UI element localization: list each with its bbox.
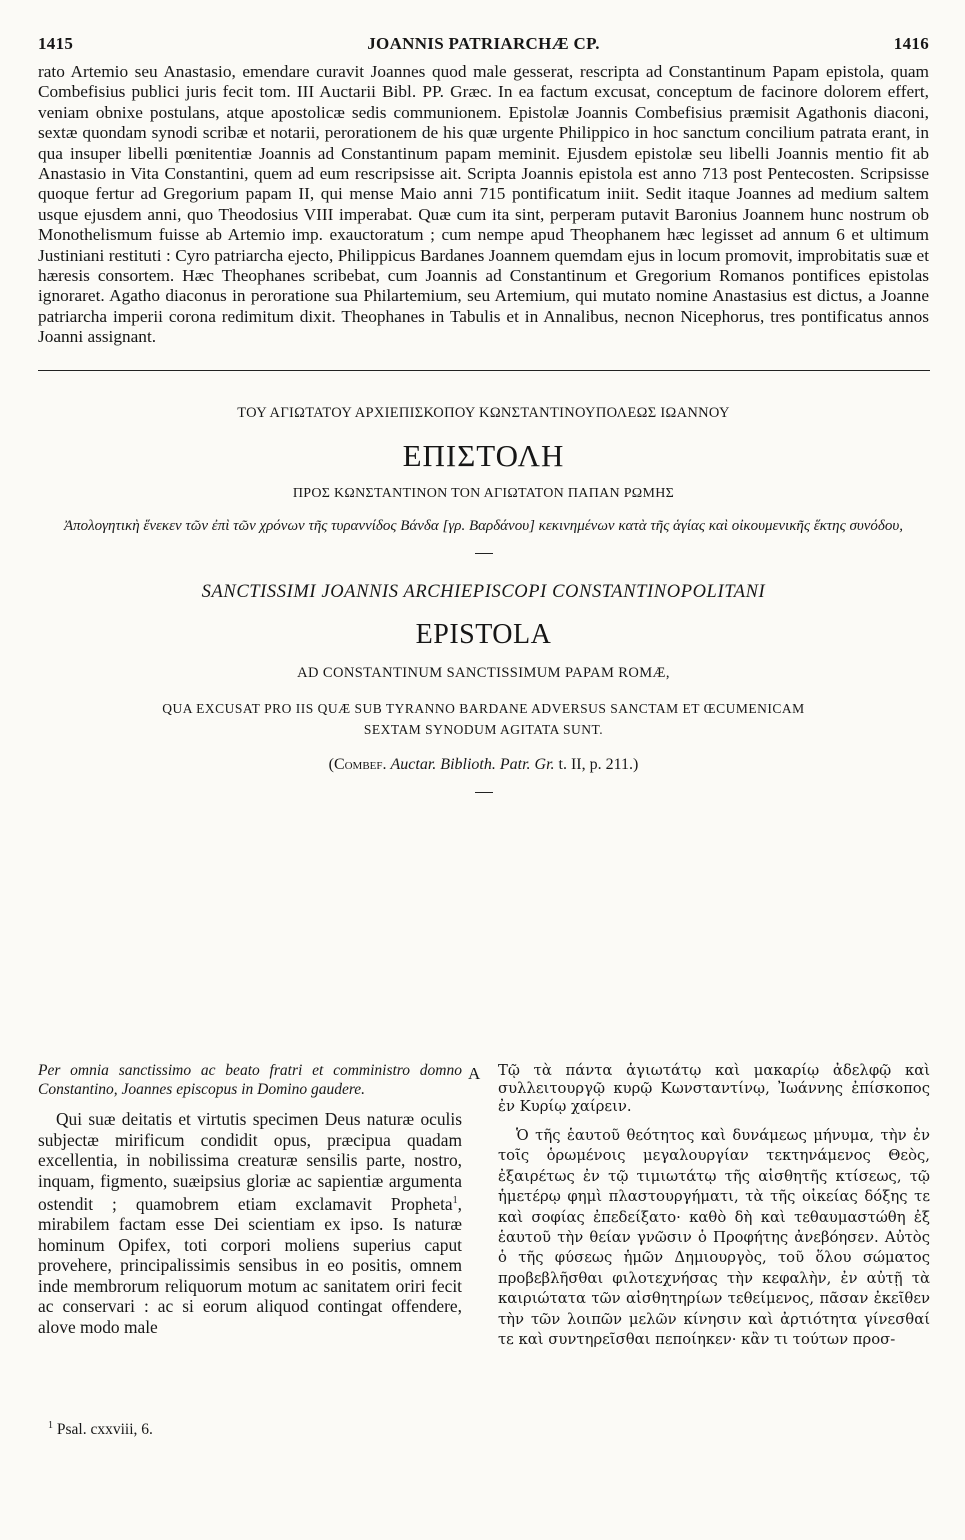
latin-body-part2: , mirabilem factam esse Dei scientiam ex ipso. Is naturæ hominum Opifex, toti corpori moliens superius caput provehere, principalissimis sensibus in eo positis, omnem inde membrorum reliquorum motum ac sanitatem oriri fecit ac conservari : ac si eorum aliquod contingat offendere, alove modo male [38, 1193, 462, 1337]
latin-body-part1: Qui suæ deitatis et virtutis specimen Deus naturæ oculis subjectæ mirificum condidit opus, præcipua quadam excellentia, in nobilissima creaturæ sensilis parte, nostro, inquam, figmento, suæipsius gloriæ ac sapientiæ argumenta ostendit ; quamobrem etiam exclamavit Propheta [38, 1109, 462, 1214]
margin-marker: A [468, 1064, 481, 1083]
footnote-mark: 1 [48, 1420, 53, 1431]
latin-heading-line: SANCTISSIMI JOANNIS ARCHIEPISCOPI CONSTANTINOPOLITANI [201, 581, 766, 602]
separator-dash [475, 553, 493, 554]
citation-author: Combef. [333, 755, 387, 773]
citation-work: Auctar. Biblioth. Patr. Gr. [390, 755, 555, 773]
citation-location: t. II, p. 211.) [558, 755, 639, 773]
intro-paragraph [38, 62, 929, 348]
latin-description-line2: SEXTAM SYNODUM AGITATA SUNT. [363, 721, 604, 737]
latin-body [38, 1109, 462, 1337]
greek-body: Ὁ τῆς ἑαυτοῦ θεότητος καὶ δυνάμεως μήνυμα, τὴν ἐν τοῖς ὁρωμένοις μεγαλουργίαν τεκτηνάμενος Θεὸς, ἐξαιρέτως ἐν τῷ τιμιωτάτῳ τῆς αἰσθητῆς κτίσεως, τῷ ἡμετέρῳ φημὶ πλαστουργήματι, τὰ τῆς οἰκείας δόξης τε καὶ σοφίας ἐπεδείξατο· καθὸ δὴ καὶ τεθαυμαστώθη ἐξ ἑαυτοῦ τὴν θείαν γνῶσιν ὁ Προφήτης ἀνεβόησεν. Αὐτὸς ὁ τῆς φύσεως ἡμῶν Δημιουργὸς, τοῦ ὅλου σώματος προβεβλῆσθαι φιλοτεχνήσας τὴν κεφαλὴν, ἐν αὐτῇ τὰ καιριώτατα τῶν αἰσθητηρίων τεθείμενος, πᾶσαν ἐκεῖθεν τὴν τῶν λοιπῶν μελῶν κίνησιν καὶ ἀρτιότητα γίνεσθαί τε καὶ συντηρεῖσθαι πεποίηκεν· κἂν τι τούτων προσ- [498, 1127, 930, 1349]
footnote-text: Psal. cxxviii, 6. [56, 1421, 153, 1439]
footnote-reference: 1 [452, 1195, 458, 1206]
running-title: JOANNIS PATRIARCHÆ CP. [367, 34, 600, 53]
page [38, 34, 929, 793]
greek-salutation: Τῷ τὰ πάντα ἁγιωτάτῳ καὶ μακαρίῳ ἀδελφῷ καὶ συλλειτουργῷ κυρῷ Κωνσταντίνῳ, Ἰωάννης ἐπίσκοπος ἐν Κυρίῳ χαίρειν. [498, 1062, 930, 1115]
citation [38, 756, 929, 774]
latin-column [38, 1062, 462, 1337]
page-number-left: 1415 [38, 34, 74, 53]
section-rule [38, 370, 930, 371]
greek-description: Ἀπολογητικὴ ἕνεκεν τῶν ἐπὶ τῶν χρόνων τῆς τυραννίδος Βάνδα [γρ. Βαρδάνου] κεκινημένων κατὰ τῆς ἁγίας καὶ οἰκουμενικῆς ἕκτης συνόδου, [63, 517, 904, 534]
citation-open: ( [328, 755, 334, 773]
page-number-right: 1416 [893, 34, 929, 53]
latin-title: EPISTOLA [415, 618, 552, 650]
running-head [38, 34, 929, 62]
separator-dash-2 [475, 792, 493, 793]
greek-column [498, 1062, 930, 1350]
latin-description [38, 698, 929, 740]
greek-title: ΕΠΙΣΤΟΛΗ [402, 437, 565, 473]
footnote [48, 1420, 153, 1439]
greek-subtitle: ΠΡΟΣ ΚΩΝΣΤΑΝΤΙΝΟΝ ΤΟΝ ΑΓΙΩΤΑΤΟΝ ΠΑΠΑΝ ΡΩΜΗΣ [292, 485, 675, 501]
latin-subtitle: AD CONSTANTINUM SANCTISSIMUM PAPAM ROMÆ, [297, 664, 670, 681]
intro-text: rato Artemio seu Anastasio, emendare curavit Joannes quod male gesserat, rescripta ad Constantinum Papam epistola, quam Combefisius publici juris fecit tom. III Auctarii Bibl. PP. Græc. In ea factum excusat, conceptum de facinore dolorem effert, veniam obnixe postulans, atque apostolicæ sedis communionem. Epistolæ Joannis Combefisius præmisit Agathonis diaconi, sextæ quondam synodi scribæ et notarii, perorationem de his quæ urgente Philippico in hoc sanctum concilium patrata erant, in qua insuper libelli pœnitentiæ Joannis ad Constantinum papam meminit. Ejusdem epistolæ seu libelli Joannis mentio fit ab Anastasio in Vita Constantini, quem ad eum rescripsisse ait. Scripta Joannis epistola est anno 713 post Pentecosten. Scripsisse quoque fertur ad Gregorium papam II, qui mense Maio anni 715 pontificatum iniit. Sedit itaque Joannes ad medium saltem usque ejusdem anni, quo Theodosius VIII imperabat. Quæ cum ita sint, perperam putavit Baronius Joannem hunc nostrum ob Monothelismum fuisse ab Artemio imp. exauctoratum ; cum nempe apud Theophanem hæc legisset ad annum 6 et ultimum Justiniani restituti : Cyro patriarcha ejecto, Philippicus Bardanes Joannem quemdam ejus in locum promovit, improbitatis suæ et hæresis consortem. Hæc Theophanes scribebat, cum Joannis ad Constantinum et Gregorium Romanos pontifices epistolas ignoraret. Agatho diaconus in peroratione sua Philartemium, seu Artemium, qui mutato nomine Anastasius est dictus, a Joanne patriarcha imperii corona redimitum dixit. Theophanes in Tabulis et in Annalibus, necnon Nicephorus, tres pontificatus annos Joanni assignant. [38, 62, 929, 347]
latin-description-line1: QUA EXCUSAT PRO IIS QUÆ SUB TYRANNO BARDANE ADVERSUS SANCTAM ET ŒCUMENICAM [162, 700, 805, 716]
greek-heading-line: ΤΟΥ ΑΓΙΩΤΑΤΟΥ ΑΡΧΙΕΠΙΣΚΟΠΟΥ ΚΩΝΣΤΑΝΤΙΝΟΥΠΟΛΕΩΣ ΙΩΑΝΝΟΥ [237, 404, 730, 421]
latin-salutation: Per omnia sanctissimo ac beato fratri et comministro domno Constantino, Joannes episcopus in Domino gaudere. [38, 1062, 462, 1098]
